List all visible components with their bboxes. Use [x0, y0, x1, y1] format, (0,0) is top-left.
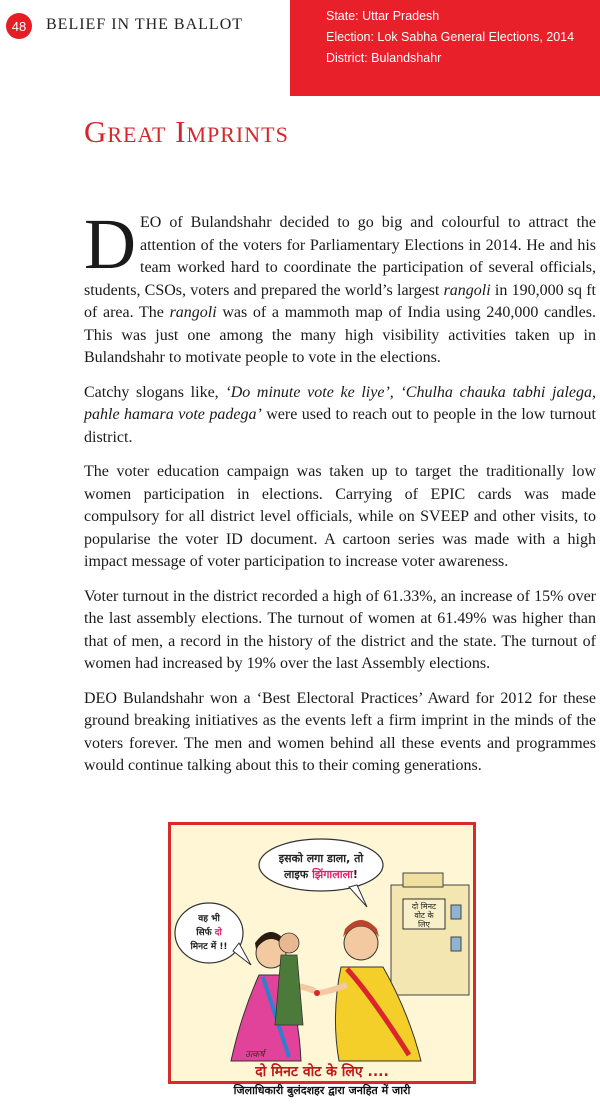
- sign-line-1: दो मिनट: [411, 902, 437, 911]
- paragraph-4: Voter turnout in the district recorded a high of 61.33%, an increase of 15% over the last assembly elections. The turnout of women at 61.49% was higher than that of men, a record in the history of the district and the state. The turnout of women had increased by 19% over the last Assembly elections.: [84, 587, 596, 672]
- bubble-left-2b: दो: [214, 928, 222, 938]
- paragraph-5: DEO Bulandshahr won a ‘Best Electoral Practices’ Award for 2012 for these ground breaking initiatives as the events left a firm imprint in the minds of the voters forever. The men and women behind all these events and programmes would continue talking about this to their coming generations.: [84, 689, 596, 774]
- info-box: [290, 0, 600, 96]
- p2-text-b: ,: [389, 383, 401, 401]
- article-body: [84, 204, 597, 790]
- page-number: 48: [11, 18, 27, 34]
- speech-bubble-right: [259, 839, 383, 891]
- artist-signature: उत्कर्ष: [245, 1050, 265, 1060]
- p1-text-b: in 190,000 sq ft of area. The: [84, 281, 596, 321]
- p1-em-2: rangoli: [169, 304, 217, 321]
- cartoon-caption: दो मिनट वोट के लिए ....: [255, 1064, 389, 1080]
- p2-text-a: Catchy slogans like,: [84, 383, 226, 401]
- building-illustration: [391, 873, 469, 995]
- bubble-left-2a: सिर्फ: [196, 928, 215, 938]
- paragraph-3: The voter education campaign was taken up to target the traditionally low women participation in elections. Carrying of EPIC cards was made compulsory for all district level officials, while on SVEEP and other visits, to popularise the voter ID document. A cartoon series was made with a high impact message of voter participation to increase voter awareness.: [84, 463, 596, 570]
- info-state: State: Uttar Pradesh: [326, 9, 440, 23]
- sign-line-3: लिए: [418, 920, 430, 929]
- p2-text-c: were used to reach out to people in the low turnout district.: [84, 406, 596, 446]
- cartoon-subcaption: जिलाधिकारी बुलंदशहर द्वारा जनहित में जारी: [233, 1084, 411, 1097]
- paragraph-1: [84, 204, 596, 370]
- paragraph-2: [84, 382, 596, 450]
- bubble-right-2b: झिंगालाला: [312, 868, 353, 881]
- bubble-right-line-2: [283, 867, 358, 881]
- p1-text-c: was of a mammoth map of India using 240,000 candles. This was just one among the many high visibility activities taken up in Bulandshahr to motivate people to vote in the elections.: [84, 304, 596, 366]
- bubble-right-2a: लाइफ: [284, 868, 313, 881]
- drop-cap: D: [84, 204, 136, 284]
- bubble-right-line-1: इसको लगा डाला, तो: [278, 852, 364, 865]
- p1-text-a: EO of Bulandshahr decided to go big and colourful to attract the attention of the voters for Parliamentary Elections in 2014. He and his team worked hard to coordinate the participation of several officials, students, CSOs, voters and prepared the world’s largest: [84, 214, 596, 299]
- bubble-left-line-1: वह भी: [198, 914, 220, 924]
- article-title: Great Imprints: [84, 114, 289, 149]
- info-district: District: Bulandshahr: [326, 51, 442, 65]
- info-election: Election: Lok Sabha General Elections, 2014: [326, 30, 575, 44]
- cartoon-illustration: [168, 822, 476, 1084]
- sign-line-2: वोट के: [414, 911, 434, 920]
- bubble-left-line-2: [195, 926, 222, 938]
- bubble-right-2c: !: [352, 868, 358, 881]
- p2-em-2: ‘Chulha chauka tabhi jalega, pahle hamara vote padega’: [84, 383, 597, 423]
- p1-em-1: rangoli: [443, 281, 491, 299]
- bubble-left-line-3: मिनट में !!: [190, 942, 228, 952]
- p2-em-1: ‘Do minute vote ke liye’: [225, 383, 390, 401]
- page-number-badge: [6, 13, 32, 39]
- running-head: BELIEF IN THE BALLOT: [46, 16, 244, 33]
